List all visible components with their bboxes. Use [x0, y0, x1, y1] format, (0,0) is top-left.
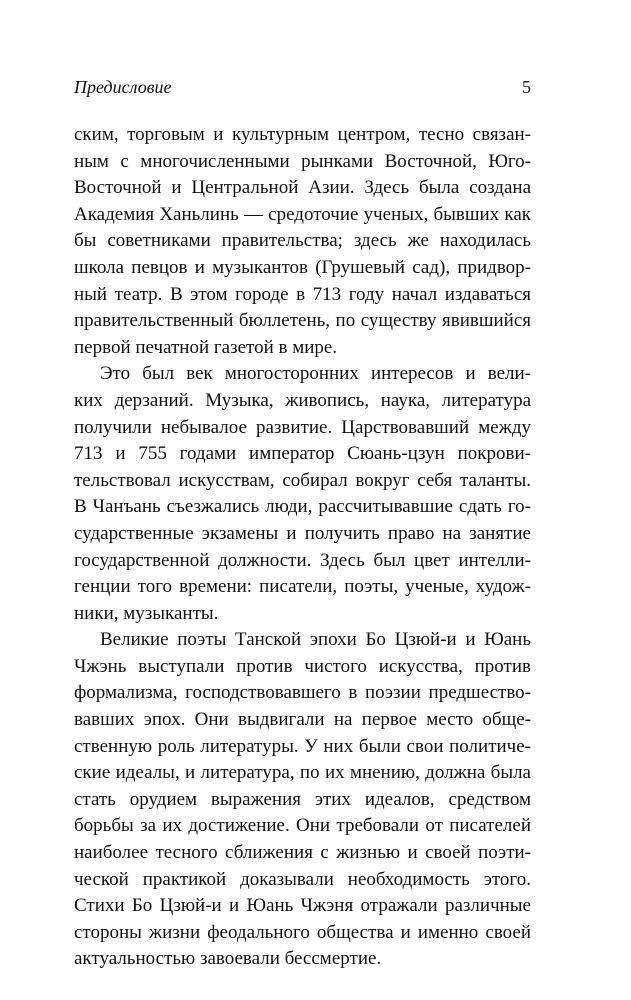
text-line: вавших эпох. Они выдвигали на первое место обще-: [74, 709, 531, 731]
text-line: В Чанъань съезжались люди, рассчитывавшие сдать го-: [74, 496, 531, 518]
text-line: ственную роль литературы. У них были свои политиче-: [74, 735, 531, 757]
text-line: первой печатной газетой в мире.: [74, 336, 338, 358]
text-line: Восточной и Центральной Азии. Здесь была создана: [74, 177, 531, 199]
text-line: ческой практикой доказывали необходимость этого.: [74, 868, 531, 890]
text-line: правительственный бюллетень, по существу явившийся: [74, 310, 531, 332]
text-line: получили небывалое развитие. Царствовавший между: [74, 416, 531, 438]
paragraph-3: [74, 627, 531, 973]
page-number: 5: [522, 77, 531, 97]
text-line: формализма, господствовавшего в поэзии предшество-: [74, 682, 531, 704]
text-line: актуальностью завоевали бессмертие.: [74, 948, 382, 970]
text-line: школа певцов и музыкантов (Грушевый сад), придвор-: [74, 256, 531, 278]
text-line: Академия Ханьлинь — средоточие ученых, бывших как: [74, 203, 531, 225]
text-line: борьбы за их достижение. Они требовали от писателей: [74, 815, 531, 837]
text-line: сударственные экзамены и получить право на занятие: [74, 522, 531, 544]
paragraph-1: [74, 122, 531, 361]
text-line: ких дерзаний. Музыка, живопись, наука, литература: [74, 389, 531, 411]
text-line: ный театр. В этом городе в 713 году начал издаваться: [74, 283, 531, 305]
text-line: ным с многочисленными рынками Восточной, Юго-: [74, 150, 531, 172]
text-line: Стихи Бо Цзюй-и и Юань Чжэня отражали различные: [74, 895, 531, 917]
text-line: Это был век многосторонних интересов и вели-: [100, 363, 531, 385]
page-header: [74, 74, 531, 100]
text-line: государственной должности. Здесь был цвет интелли-: [74, 549, 531, 571]
text-line: ским, торговым и культурным центром, тесно связан-: [74, 124, 531, 145]
text-line: тельствовал искусствам, собирал вокруг себя таланты.: [74, 469, 531, 491]
text-line: стороны жизни феодального общества и именно своей: [74, 921, 531, 943]
text-line: бы советниками правительства; здесь же находилась: [74, 230, 531, 252]
text-line: генции того времени: писатели, поэты, ученые, худож-: [74, 576, 531, 598]
paragraph-2: [74, 361, 531, 627]
text-line: наиболее тесного сближения с жизнью и своей поэти-: [74, 842, 531, 864]
text-line: стать орудием выражения этих идеалов, средством: [74, 788, 531, 810]
text-line: Чжэнь выступали против чистого искусства, против: [74, 655, 531, 677]
body-text: [74, 122, 531, 973]
text-line: ские идеалы, и литература, по их мнению, должна была: [74, 762, 531, 784]
text-line: 713 и 755 годами император Сюань-цзун покрови-: [74, 443, 531, 465]
text-line: Великие поэты Танской эпохи Бо Цзюй-и и Юань: [100, 629, 531, 651]
text-line: ники, музыканты.: [74, 602, 219, 624]
running-title: Предисловие: [74, 77, 172, 97]
